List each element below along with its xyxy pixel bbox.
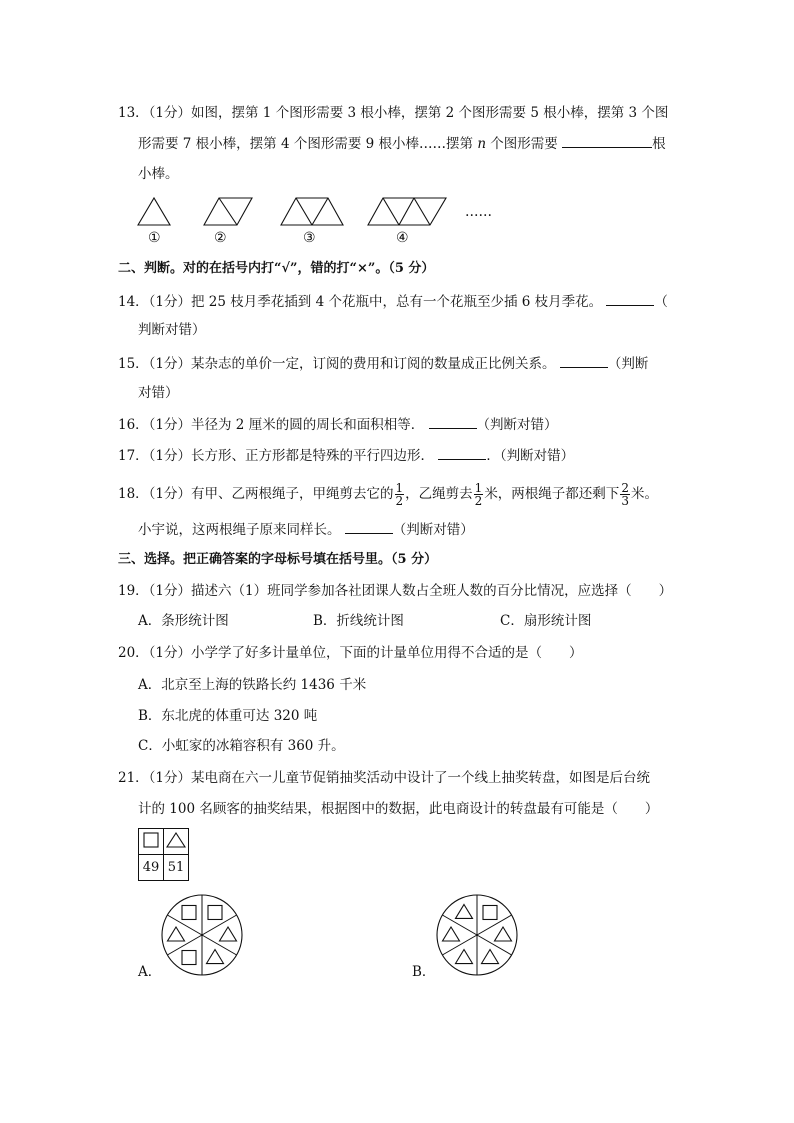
sector-triangle-icon [207, 950, 224, 964]
q18-stem-e: 小宇说，这两根绳子原来同样长。 [138, 522, 341, 538]
q15-line2: 对错） [138, 385, 179, 401]
spinner-divider [202, 935, 237, 955]
section-3-heading: 三、选择。把正确答案的字母标号填在括号里。（5 分） [118, 552, 438, 567]
q15-answer-blank[interactable] [560, 353, 608, 368]
figure-label-1: ① [148, 230, 161, 246]
sector-triangle-icon [168, 927, 185, 941]
q18-stem-a: 18．（1分）有甲、乙两根绳子，甲绳剪去它的 [118, 486, 394, 502]
square-icon [142, 831, 160, 849]
q20-option-c[interactable]: C．小虹家的冰箱容积有 360 升。 [138, 738, 345, 754]
spinner-divider [477, 935, 512, 955]
spinner-divider [167, 935, 202, 955]
q13-line1: 13．（1分）如图，摆第 1 个图形需要 3 根小棒，摆第 2 个图形需要 5 根小棒，摆第 3 个图 [118, 105, 669, 121]
q18-stem-d: 米。 [630, 486, 658, 502]
q13-text-c: 根 [652, 136, 666, 152]
q15-stem: 15．（1分）某杂志的单价一定，订阅的费用和订阅的数量成正比例关系。 [118, 356, 556, 372]
q21-line2: 计的 100 名顾客的抽奖结果，根据图中的数据，此电商设计的转盘最有可能是（ ） [138, 801, 659, 817]
q13-var-n: n [477, 136, 487, 152]
q13-ellipsis: …… [465, 204, 492, 220]
q14-line2: 判断对错） [138, 322, 206, 338]
q19-option-b[interactable]: B．折线统计图 [313, 613, 404, 629]
sector-square-icon [182, 951, 196, 965]
sector-square-icon [208, 905, 222, 919]
q21-line1: 21．（1分）某电商在六一儿童节促销抽奖活动中设计了一个线上抽奖转盘，如图是后台统 [118, 770, 651, 786]
q20-option-a[interactable]: A．北京至上海的铁路长约 1436 千米 [138, 677, 367, 693]
q21-option-b-label[interactable]: B． [412, 964, 436, 980]
section-2-heading: 二、判断。对的在括号内打“√”，错的打“×”。（5 分） [118, 261, 435, 276]
q18-f3-numerator: 2 [621, 481, 629, 495]
figure-label-3: ③ [303, 230, 316, 246]
sector-triangle-icon [456, 904, 473, 918]
spinner-option-b[interactable] [435, 893, 519, 977]
q18-paren: （判断对错） [392, 522, 474, 538]
q18-f1-denominator: 2 [395, 494, 404, 508]
q14-answer-blank[interactable] [606, 291, 654, 306]
sector-triangle-icon [495, 927, 512, 941]
triangle-count-cell: 51 [164, 855, 189, 881]
q17-paren: ．（判断对错） [486, 448, 575, 464]
q19-option-c[interactable]: C．扇形统计图 [500, 613, 592, 629]
sector-triangle-icon [443, 927, 460, 941]
sector-triangle-icon [220, 927, 237, 941]
q18-stem-b: ，乙绳剪去 [405, 486, 473, 502]
q18-answer-blank[interactable] [345, 519, 393, 534]
q15-paren: （判断 [607, 356, 649, 372]
q18-fraction-1 [395, 482, 405, 507]
q14-stem: 14．（1分）把 25 枝月季花插到 4 个花瓶中，总有一个花瓶至少插 6 枝月季花。 [118, 294, 603, 310]
square-header-cell [139, 829, 164, 855]
q13-text-a: 形需要 7 根小棒，摆第 4 个图形需要 9 根小棒……摆第 [138, 136, 478, 152]
q18-line1 [118, 480, 658, 508]
figure-3-shape [281, 198, 343, 225]
triangle-icon [166, 831, 186, 849]
q17-line [118, 445, 574, 466]
q18-fraction-2 [474, 482, 484, 507]
q21-result-table [138, 828, 189, 881]
figure-label-4: ④ [396, 230, 409, 246]
sector-square-icon [182, 905, 196, 919]
q17-stem: 17．（1分）长方形、正方形都是特殊的平行四边形． [118, 448, 435, 464]
q14-line1 [118, 291, 668, 312]
q15-line1 [118, 353, 648, 374]
sector-triangle-icon [482, 950, 499, 964]
q16-line [118, 414, 558, 435]
q18-fraction-3 [620, 482, 630, 507]
q16-stem: 16．（1分）半径为 2 厘米的圆的周长和面积相等． [118, 417, 425, 433]
q13-text-b: 个图形需要 [486, 136, 563, 152]
q16-paren: （判断对错） [476, 417, 558, 433]
q18-f2-denominator: 2 [474, 494, 483, 508]
q18-f2-numerator: 1 [474, 481, 483, 495]
sector-triangle-icon [456, 950, 473, 964]
q18-f3-denominator: 3 [621, 494, 629, 508]
q19-stem: 19．（1分）描述六（1）班同学参加各社团课人数占全班人数的百分比情况，应选择（ ） [118, 583, 673, 599]
q18-f1-numerator: 1 [395, 481, 404, 495]
square-count-cell: 49 [139, 855, 164, 881]
q14-paren: （ [654, 294, 668, 310]
q13-triangle-figures [0, 0, 794, 260]
spinner-option-a[interactable] [160, 893, 244, 977]
spinner-divider [442, 935, 477, 955]
q20-option-b[interactable]: B．东北虎的体重可达 320 吨 [138, 708, 318, 724]
q19-option-a[interactable]: A．条形统计图 [138, 613, 229, 629]
triangle-header-cell [164, 829, 189, 855]
q17-answer-blank[interactable] [438, 445, 486, 460]
q20-stem: 20．（1分）小学学了好多计量单位，下面的计量单位用得不合适的是（ ） [118, 645, 583, 661]
q18-stem-c: 米，两根绳子都还剩下 [484, 486, 620, 502]
q18-line2 [138, 519, 474, 540]
figure-1-triangle [138, 198, 170, 225]
sector-square-icon [483, 905, 497, 919]
q21-option-a-label[interactable]: A． [138, 964, 162, 980]
figure-label-2: ② [214, 230, 227, 246]
q13-line3: 小棒。 [138, 166, 179, 182]
q16-answer-blank[interactable] [429, 414, 477, 429]
